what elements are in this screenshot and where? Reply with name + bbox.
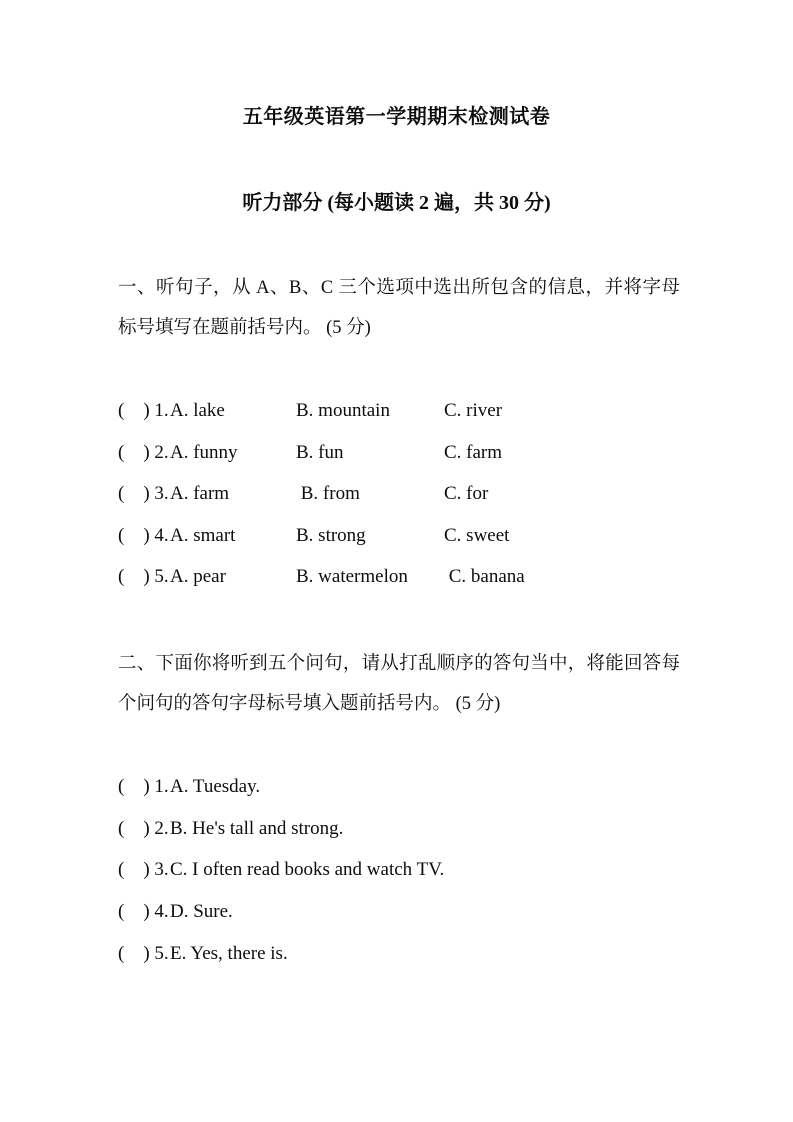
answer-blank: ( ) 2. <box>118 817 169 839</box>
option-b: B. strong <box>296 524 366 546</box>
answer-blank: ( ) 2. <box>118 441 169 463</box>
part1-instruction-line-1: 一、听句子，从 A、B、C 三个选项中选出所包含的信息，并将字母 <box>118 278 680 298</box>
option-a: A. smart <box>170 524 236 546</box>
question-row-2 <box>118 440 718 482</box>
option-a: A. pear <box>170 566 226 587</box>
part2-answer-list <box>118 774 718 982</box>
option-a: A. farm <box>170 483 230 504</box>
answer-text: A. Tuesday. <box>170 776 261 797</box>
answer-blank: ( ) 4. <box>118 524 169 546</box>
option-b: B. mountain <box>296 400 390 421</box>
answer-text: B. He's tall and strong. <box>170 817 344 839</box>
answer-blank: ( ) 3. <box>118 483 169 504</box>
answer-blank: ( ) 1. <box>118 776 169 797</box>
exam-title: 五年级英语第一学期期末检测试卷 <box>242 106 551 128</box>
answer-blank: ( ) 5. <box>118 942 169 964</box>
option-c: C. farm <box>444 441 503 463</box>
option-c: C. for <box>444 483 489 504</box>
question-row-4 <box>118 523 718 565</box>
answer-row-3 <box>118 857 718 899</box>
part1-question-list <box>118 398 718 606</box>
part1-instructions <box>118 268 680 348</box>
answer-blank: ( ) 5. <box>118 566 169 587</box>
answer-row-2 <box>118 816 718 858</box>
option-c: C. banana <box>444 566 525 587</box>
answer-blank: ( ) 3. <box>118 859 169 881</box>
answer-text: C. I often read books and watch TV. <box>170 859 445 881</box>
option-b: B. watermelon <box>296 566 408 587</box>
option-b: B. from <box>296 483 360 504</box>
answer-blank: ( ) 1. <box>118 400 169 421</box>
question-row-5 <box>118 564 718 606</box>
option-c: C. sweet <box>444 524 510 546</box>
answer-row-1 <box>118 774 718 816</box>
option-b: B. fun <box>296 441 344 463</box>
part2-instruction-line-1: 二、下面你将听到五个问句，请从打乱顺序的答句当中，将能回答每 <box>118 654 680 674</box>
answer-text: E. Yes, there is. <box>170 942 288 964</box>
option-c: C. river <box>444 400 503 421</box>
question-row-3 <box>118 481 718 523</box>
part2-instruction-line-2: 个问句的答句字母标号填入题前括号内。 (5 分) <box>118 694 501 714</box>
listening-section-heading: 听力部分 (每小题读 2 遍，共 30 分) <box>242 192 551 214</box>
option-a: A. funny <box>170 441 238 463</box>
option-a: A. lake <box>170 400 225 421</box>
answer-row-4 <box>118 899 718 941</box>
part1-instruction-line-2: 标号填写在题前括号内。 (5 分) <box>118 318 371 338</box>
answer-blank: ( ) 4. <box>118 901 169 923</box>
answer-row-5 <box>118 941 718 983</box>
question-row-1 <box>118 398 718 440</box>
answer-text: D. Sure. <box>170 901 233 923</box>
part2-instructions <box>118 644 680 724</box>
